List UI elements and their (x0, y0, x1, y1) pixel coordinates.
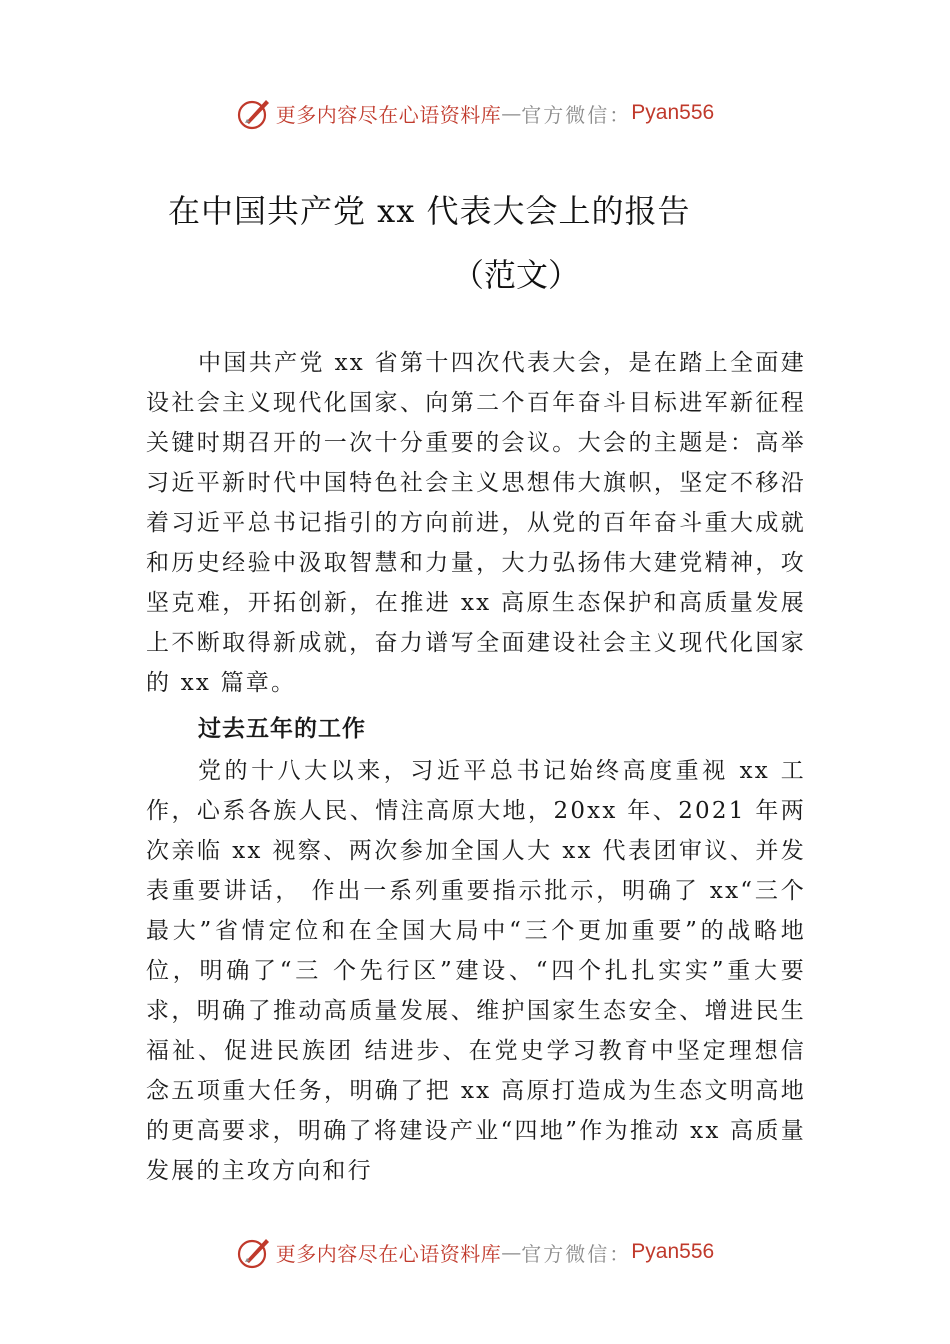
watermark-text: 更多内容尽在心语资料库 (275, 102, 502, 127)
watermark-wechat-id: Pyan556 (631, 101, 715, 124)
footer-watermark (0, 1232, 950, 1272)
watermark-separator: — (501, 101, 522, 125)
watermark-label: 官方微信： (521, 102, 632, 127)
quill-logo-icon (236, 1234, 272, 1270)
watermark-text: 更多内容尽在心语资料库 (275, 1241, 502, 1266)
header-watermark (0, 93, 950, 133)
document-subtitle: （范文） (452, 256, 581, 294)
body-paragraph: 中国共产党 xx 省第十四次代表大会，是在踏上全面建设社会主义现代化国家、向第二个百年奋斗目标进军新征程关键时期召开的一次十分重要的会议。大会的主题是：高举习近平新时代中国特色社会主义思想伟大旗帜，坚定不移沿着习近平总书记指引的方向前进，从党的百年奋斗重大成就和历史经验中汲取智慧和力量，大力弘扬伟大建党精神，攻坚克难，开拓创新，在推进 xx 高原生态保护和高质量发展上不断取得新成就，奋力谱写全面建设社会主义现代化国家的 xx 篇章。 (146, 350, 806, 696)
document-body (146, 343, 806, 1191)
document-title: 在中国共产党 xx 代表大会上的报告 (168, 192, 691, 230)
quill-logo-icon (236, 95, 272, 131)
body-paragraph: 党的十八大以来，习近平总书记始终高度重视 xx 工作，心系各族人民、情注高原大地，20xx 年、2021 年两次亲临 xx 视察、两次参加全国人大 xx 代表团审议、并发表重要讲话， 作出一系列重要指示批示，明确了 xx“三个最大”省情定位和在全国大局中“三个更加重要”的战略地位，明确了“三 个先行区”建设、“四个扎扎实实”重大要求，明确了推动高质量发展、维护国家生态安全、增进民生福祉、促进民族团 结进步、在党史学习教育中坚定理想信念五项重大任务，明确了把 xx 高原打造成为生态文明高地的更高要求，明确了将建设产业“四地”作为推动 xx 高质量发展的主攻方向和行 (146, 758, 806, 1184)
watermark-wechat-id: Pyan556 (631, 1240, 715, 1263)
watermark-label: 官方微信： (521, 1241, 632, 1266)
section-heading: 过去五年的工作 (198, 716, 366, 742)
watermark-separator: — (501, 1240, 522, 1264)
